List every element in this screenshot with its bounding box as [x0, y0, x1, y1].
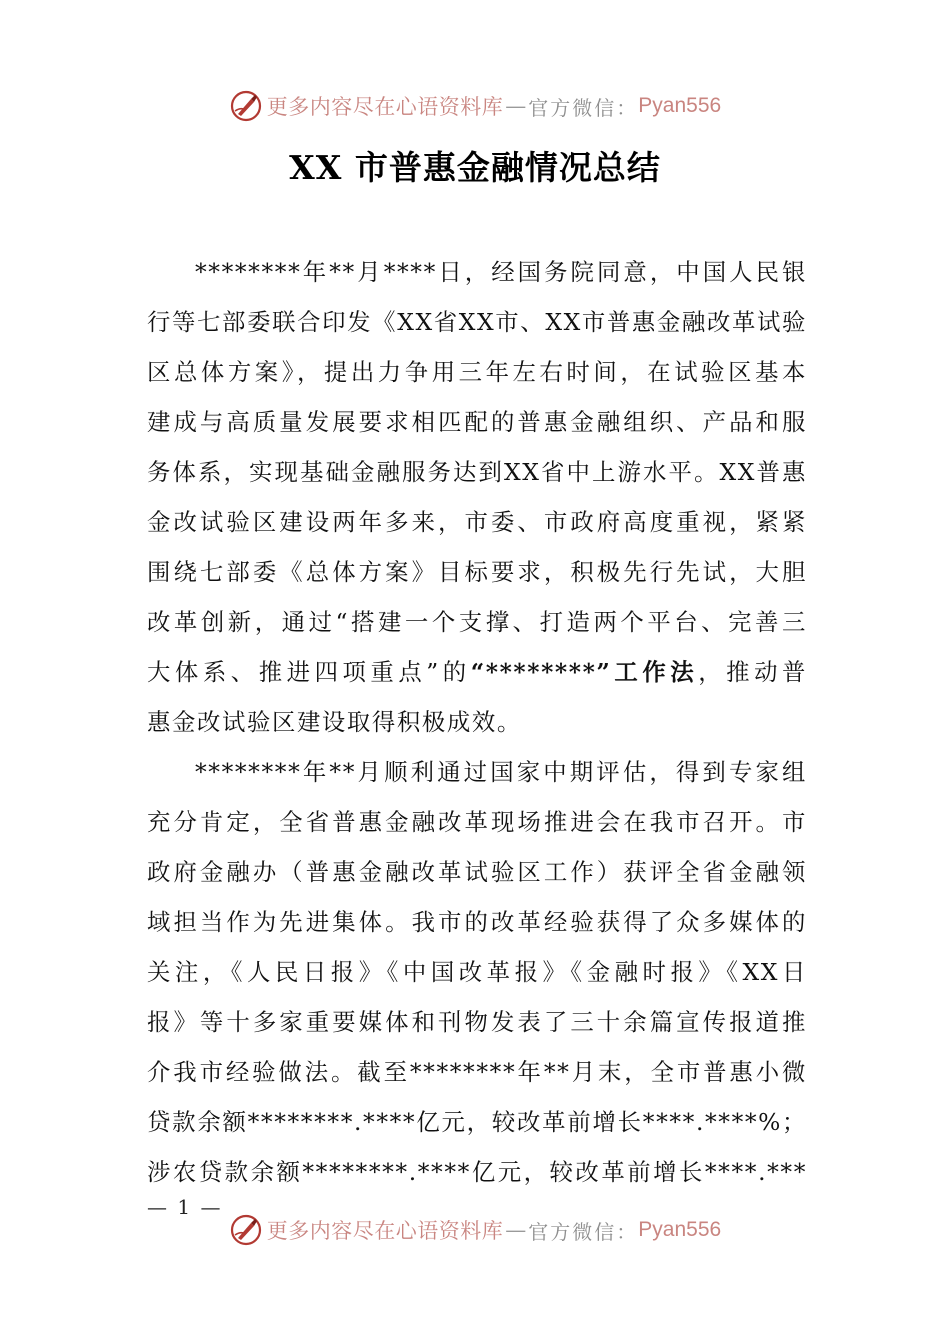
text-line: 报》等十多家重要媒体和刊物发表了三十余篇宣传报道推 — [147, 1008, 807, 1036]
text-line: ********年**月顺利通过国家中期评估，得到专家组 — [195, 758, 807, 786]
text-line: 政府金融办（普惠金融改革试验区工作）获评全省金融领 — [147, 858, 807, 886]
header-watermark-banner — [0, 86, 950, 126]
watermark-wechat-label: 官方微信： — [528, 95, 639, 120]
text-line: 区总体方案》，提出力争用三年左右时间，在试验区基本 — [147, 358, 807, 386]
watermark-wechat-label: 官方微信： — [528, 1219, 639, 1244]
text-line: 惠金改试验区建设取得积极成效。 — [147, 708, 522, 736]
text-segment: ，推动普 — [698, 658, 807, 686]
watermark-separator: — — [505, 94, 527, 118]
text-line: 金改试验区建设两年多来，市委、市政府高度重视，紧紧 — [147, 508, 807, 536]
text-line: 充分肯定，全省普惠金融改革现场推进会在我市召开。市 — [147, 808, 807, 836]
text-segment: 大体系、推进四项重点”的 — [147, 658, 471, 686]
text-line: 围绕七部委《总体方案》目标要求，积极先行先试，大胆 — [147, 558, 807, 586]
text-line — [147, 647, 807, 697]
document-title: XX 市普惠金融情况总结 — [289, 148, 661, 187]
watermark-text: 更多内容尽在心语资料库 — [266, 1219, 504, 1243]
bold-method-name: “********”工作法 — [470, 658, 699, 686]
text-line: 建成与高质量发展要求相匹配的普惠金融组织、产品和服 — [147, 408, 807, 436]
paragraph-1 — [147, 247, 807, 747]
pen-logo-icon — [229, 1213, 263, 1247]
text-line: 关注，《人民日报》《中国改革报》《金融时报》《XX日 — [147, 958, 807, 986]
text-line: 贷款余额********.****亿元，较改革前增长****.****%； — [147, 1108, 807, 1136]
text-line: 域担当作为先进集体。我市的改革经验获得了众多媒体的 — [147, 908, 807, 936]
watermark-separator: — — [505, 1218, 527, 1242]
text-line: 涉农贷款余额********.****亿元，较改革前增长****.*** — [147, 1158, 807, 1186]
paragraph-2 — [147, 747, 807, 1197]
watermark-wechat-id: Pyan556 — [638, 1218, 722, 1241]
watermark-wechat-id: Pyan556 — [638, 94, 722, 117]
page-number: — 1 — — [147, 1195, 223, 1219]
pen-logo-icon — [229, 89, 263, 123]
text-line: 介我市经验做法。截至********年**月末，全市普惠小微 — [147, 1058, 807, 1086]
text-line: 行等七部委联合印发《XX省XX市、XX市普惠金融改革试验 — [147, 308, 807, 336]
footer-watermark-banner — [0, 1210, 950, 1250]
watermark-text: 更多内容尽在心语资料库 — [266, 95, 504, 119]
text-line: 务体系，实现基础金融服务达到XX省中上游水平。XX普惠 — [147, 458, 807, 486]
document-body — [147, 247, 807, 1197]
text-line: ********年**月****日，经国务院同意，中国人民银 — [195, 258, 807, 286]
text-line: 改革创新，通过“搭建一个支撑、打造两个平台、完善三 — [147, 608, 807, 636]
